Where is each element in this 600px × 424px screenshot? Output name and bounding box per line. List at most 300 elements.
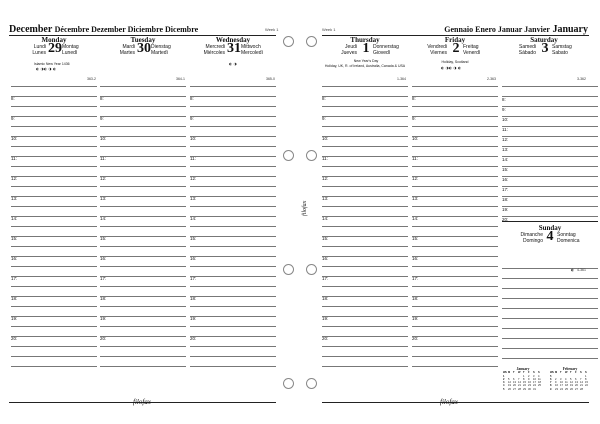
ruled-line bbox=[412, 356, 498, 357]
ruled-line bbox=[322, 346, 408, 347]
day-translations-right: Samstag Sabato bbox=[552, 44, 572, 56]
hour-label: 16: bbox=[100, 256, 107, 261]
hour-label: 13: bbox=[502, 147, 509, 152]
hour-label: 15: bbox=[190, 236, 197, 241]
calendar-day: 22 bbox=[585, 384, 588, 388]
ruled-line bbox=[502, 288, 598, 289]
day-number: 2 bbox=[452, 41, 460, 56]
day-name: Monday bbox=[41, 36, 67, 44]
calendar-day: 23 bbox=[555, 387, 558, 391]
calendar-day: 29 bbox=[523, 387, 526, 391]
left-month-title bbox=[9, 24, 198, 35]
ruled-line bbox=[190, 326, 276, 327]
ruled-line bbox=[412, 276, 498, 277]
ruled-line bbox=[190, 346, 276, 347]
hour-label: 16: bbox=[190, 256, 197, 261]
mini-calendar-title: February bbox=[562, 367, 578, 371]
ruled-line bbox=[322, 266, 408, 267]
ruled-line bbox=[502, 136, 598, 137]
ruled-line bbox=[322, 106, 408, 107]
day-name: Thursday bbox=[350, 36, 380, 44]
calendar-day: 16 bbox=[528, 381, 531, 385]
ruled-line bbox=[412, 156, 498, 157]
hour-label: 17: bbox=[322, 276, 329, 281]
day-count: 364-1 bbox=[176, 77, 185, 81]
hour-label: 8: bbox=[190, 96, 194, 101]
ruled-line bbox=[322, 146, 408, 147]
hour-label: 19: bbox=[412, 316, 419, 321]
day-count: 3-362 bbox=[577, 77, 586, 81]
hour-label: 10: bbox=[100, 136, 107, 141]
ruled-line bbox=[502, 166, 598, 167]
ruled-line bbox=[11, 216, 97, 217]
ruled-line bbox=[322, 296, 408, 297]
ruled-line bbox=[190, 296, 276, 297]
calendar-weekday-header: M bbox=[508, 371, 511, 375]
ruled-line bbox=[190, 216, 276, 217]
ruled-line bbox=[412, 226, 498, 227]
ruled-line bbox=[190, 366, 276, 367]
ruled-line bbox=[11, 266, 97, 267]
ruled-line bbox=[322, 246, 408, 247]
calendar-day: 21 bbox=[580, 384, 583, 388]
day-count: 363-2 bbox=[87, 77, 96, 81]
calendar-week-number: 4 bbox=[503, 384, 505, 388]
hour-label: 13: bbox=[100, 196, 107, 201]
ruled-line bbox=[100, 366, 186, 367]
ruled-line bbox=[322, 196, 408, 197]
day-translations-left: Dimanche Domingo bbox=[520, 232, 543, 244]
ruled-line bbox=[100, 166, 186, 167]
ruled-line bbox=[11, 346, 97, 347]
ruled-line bbox=[11, 96, 97, 97]
ruled-line bbox=[502, 106, 598, 107]
hour-label: 15: bbox=[11, 236, 18, 241]
day-count: 1-364 bbox=[397, 77, 406, 81]
calendar-day: 14 bbox=[580, 381, 583, 385]
right-month-title bbox=[444, 24, 588, 35]
hour-label: 9: bbox=[100, 116, 104, 121]
hour-label: 16: bbox=[322, 256, 329, 261]
ruled-line bbox=[412, 186, 498, 187]
hour-label: 19: bbox=[190, 316, 197, 321]
ruled-line bbox=[412, 236, 498, 237]
moon-phase-icon: ◐ bbox=[571, 268, 575, 272]
day-header-tuesday bbox=[100, 36, 186, 60]
calendar-day: 13 bbox=[513, 381, 516, 385]
ruled-line bbox=[100, 246, 186, 247]
calendar-day: 23 bbox=[528, 384, 531, 388]
hour-label: 8: bbox=[322, 96, 326, 101]
ring-hole bbox=[283, 150, 294, 161]
ruled-line bbox=[100, 196, 186, 197]
ruled-line bbox=[100, 336, 186, 337]
hour-label: 16: bbox=[502, 177, 509, 182]
calendar-day: 8 bbox=[585, 377, 587, 381]
right-month-name: January bbox=[552, 24, 588, 35]
hour-label: 12: bbox=[190, 176, 197, 181]
hour-label: 12: bbox=[502, 137, 509, 142]
ruled-line bbox=[502, 206, 598, 207]
ruled-line bbox=[322, 86, 408, 87]
ruled-line bbox=[100, 206, 186, 207]
calendar-day: 20 bbox=[513, 384, 516, 388]
ruled-line bbox=[502, 308, 598, 309]
day-header-monday bbox=[11, 36, 97, 60]
ruled-line bbox=[190, 336, 276, 337]
hour-label: 17: bbox=[11, 276, 18, 281]
hour-label: 9: bbox=[11, 116, 15, 121]
hour-label: 10: bbox=[412, 136, 419, 141]
ruled-line bbox=[190, 116, 276, 117]
ruled-line bbox=[100, 156, 186, 157]
hour-label: 10: bbox=[322, 136, 329, 141]
ruled-line bbox=[100, 286, 186, 287]
calendar-weekday-header: S bbox=[580, 371, 582, 375]
ruled-line bbox=[11, 186, 97, 187]
calendar-day: 15 bbox=[523, 381, 526, 385]
ruled-line bbox=[100, 306, 186, 307]
ruled-line bbox=[100, 126, 186, 127]
ruled-line bbox=[322, 366, 408, 367]
sunday-rule bbox=[502, 221, 598, 222]
calendar-day: 28 bbox=[518, 387, 521, 391]
calendar-day: 20 bbox=[575, 384, 578, 388]
day-name: Friday bbox=[444, 36, 466, 44]
calendar-day: 11 bbox=[538, 377, 541, 381]
hour-label: 19: bbox=[322, 316, 329, 321]
ruled-line bbox=[322, 206, 408, 207]
ruled-line bbox=[11, 326, 97, 327]
calendar-day: 16 bbox=[555, 384, 558, 388]
day-translations-right: Montag Lunedì bbox=[62, 44, 79, 56]
day-translations-left: Vendredi Viernes bbox=[427, 44, 447, 56]
day-header-sunday bbox=[502, 224, 598, 248]
hour-label: 14: bbox=[412, 216, 419, 221]
calendar-day: 3 bbox=[560, 377, 562, 381]
calendar-week-number: 1 bbox=[503, 374, 505, 378]
day-header-thursday bbox=[322, 36, 408, 60]
moon-phase-icons: ◐ ◑ bbox=[229, 62, 237, 66]
ruled-line bbox=[100, 326, 186, 327]
ruled-line bbox=[322, 136, 408, 137]
hour-label: 11: bbox=[11, 156, 17, 161]
day-name: Saturday bbox=[530, 36, 558, 44]
ruled-line bbox=[412, 296, 498, 297]
ruled-line bbox=[100, 116, 186, 117]
ring-hole bbox=[306, 378, 317, 389]
ruled-line bbox=[322, 166, 408, 167]
ruled-line bbox=[100, 276, 186, 277]
calendar-weekday-header: T bbox=[560, 371, 562, 375]
ruled-line bbox=[100, 136, 186, 137]
ruled-line bbox=[190, 176, 276, 177]
day-translations-right: Donnerstag Giovedì bbox=[373, 44, 399, 56]
hour-label: 11: bbox=[412, 156, 418, 161]
ruled-line bbox=[11, 276, 97, 277]
ruled-line bbox=[190, 186, 276, 187]
ruled-line bbox=[412, 96, 498, 97]
ruled-line bbox=[502, 358, 598, 359]
ruled-line bbox=[100, 146, 186, 147]
ring-hole bbox=[283, 36, 294, 47]
calendar-day: 19 bbox=[570, 384, 573, 388]
calendar-weekday-header: W bbox=[565, 371, 568, 375]
ruled-line bbox=[412, 366, 498, 367]
ruled-line bbox=[412, 136, 498, 137]
ruled-line bbox=[100, 316, 186, 317]
hour-label: 9: bbox=[190, 116, 194, 121]
ruled-line bbox=[412, 336, 498, 337]
ruled-line bbox=[11, 336, 97, 337]
hour-label: 20: bbox=[11, 336, 18, 341]
left-month-name: December bbox=[9, 24, 53, 35]
calendar-week-number: 5 bbox=[550, 374, 552, 378]
ruled-line bbox=[322, 256, 408, 257]
hour-label: 11: bbox=[322, 156, 328, 161]
ruled-line bbox=[100, 256, 186, 257]
hour-label: 19: bbox=[100, 316, 107, 321]
hour-label: 14: bbox=[502, 157, 509, 162]
ruled-line bbox=[11, 136, 97, 137]
day-number: 1 bbox=[362, 41, 370, 56]
hour-label: 20: bbox=[322, 336, 329, 341]
hour-label: 20: bbox=[502, 217, 509, 222]
day-count: 4-361 bbox=[577, 268, 586, 272]
ruled-line bbox=[322, 306, 408, 307]
filofax-logo-left: filofax bbox=[133, 398, 151, 406]
hour-label: 14: bbox=[190, 216, 197, 221]
calendar-day: 21 bbox=[518, 384, 521, 388]
calendar-weekday-header: T bbox=[570, 371, 572, 375]
day-translations-right: Mittwoch Mercoledì bbox=[241, 44, 263, 56]
ruled-line bbox=[100, 216, 186, 217]
calendar-day: 27 bbox=[575, 387, 578, 391]
note-holiday-scotland: Holiday, Scotland bbox=[441, 60, 469, 64]
ruled-line bbox=[11, 296, 97, 297]
hour-label: 8: bbox=[412, 96, 416, 101]
ruled-line bbox=[11, 206, 97, 207]
ruled-line bbox=[502, 216, 598, 217]
calendar-weekday-header: F bbox=[575, 371, 577, 375]
day-translations-right: Dienstag Martedì bbox=[151, 44, 171, 56]
hour-label: 8: bbox=[502, 97, 506, 102]
ruled-line bbox=[322, 186, 408, 187]
day-name: Tuesday bbox=[130, 36, 156, 44]
ruled-line bbox=[100, 346, 186, 347]
ruled-line bbox=[322, 316, 408, 317]
ruled-line bbox=[190, 206, 276, 207]
hour-label: 17: bbox=[100, 276, 107, 281]
calendar-day: 4 bbox=[565, 377, 567, 381]
calendar-weekday-header: F bbox=[528, 371, 530, 375]
ruled-line bbox=[322, 236, 408, 237]
mini-calendar-title: January bbox=[516, 367, 530, 371]
hour-label: 18: bbox=[412, 296, 419, 301]
calendar-day: 26 bbox=[508, 387, 511, 391]
hour-label: 14: bbox=[100, 216, 107, 221]
hour-label: 10: bbox=[190, 136, 197, 141]
hour-label: 8: bbox=[100, 96, 104, 101]
calendar-day: 27 bbox=[513, 387, 516, 391]
day-translations-left: Lundi Lunes bbox=[32, 44, 46, 56]
right-week-number: Week 1 bbox=[322, 27, 336, 32]
hour-label: 12: bbox=[322, 176, 329, 181]
ruled-line bbox=[11, 226, 97, 227]
calendar-day: 18 bbox=[538, 381, 541, 385]
hour-label: 13: bbox=[322, 196, 329, 201]
ruled-line bbox=[322, 96, 408, 97]
calendar-weekday-header: M bbox=[555, 371, 558, 375]
ruled-line bbox=[502, 328, 598, 329]
ruled-line bbox=[100, 106, 186, 107]
hour-label: 12: bbox=[100, 176, 107, 181]
calendar-weekday-header: T bbox=[513, 371, 515, 375]
day-header-wednesday bbox=[190, 36, 276, 60]
note-islamic-new-year: Islamic New Year 1436 bbox=[34, 62, 70, 66]
ruled-line bbox=[11, 116, 97, 117]
ruled-line bbox=[412, 266, 498, 267]
hour-label: 16: bbox=[412, 256, 419, 261]
ruled-line bbox=[190, 276, 276, 277]
calendar-day: 7 bbox=[518, 377, 520, 381]
hour-label: 18: bbox=[100, 296, 107, 301]
hour-label: 9: bbox=[322, 116, 326, 121]
calendar-weekday-header: W bbox=[518, 371, 521, 375]
ring-hole bbox=[306, 264, 317, 275]
ruled-line bbox=[502, 96, 598, 97]
hour-label: 10: bbox=[502, 117, 509, 122]
calendar-day: 4 bbox=[538, 374, 540, 378]
ruled-line bbox=[190, 246, 276, 247]
day-number: 30 bbox=[137, 41, 151, 56]
ruled-line bbox=[100, 266, 186, 267]
hour-label: 18: bbox=[190, 296, 197, 301]
hour-label: 19: bbox=[11, 316, 18, 321]
ruled-line bbox=[502, 348, 598, 349]
ruled-line bbox=[190, 196, 276, 197]
calendar-day: 25 bbox=[538, 384, 541, 388]
calendar-day: 2 bbox=[528, 374, 530, 378]
hour-label: 18: bbox=[322, 296, 329, 301]
hour-label: 19: bbox=[502, 207, 509, 212]
ruled-line bbox=[322, 156, 408, 157]
note-holiday-uk: Holiday, UK, R. of Ireland, Australia, Canada & USA bbox=[324, 64, 406, 68]
ruled-line bbox=[322, 226, 408, 227]
calendar-week-number: 9 bbox=[550, 387, 552, 391]
calendar-day: 1 bbox=[585, 374, 587, 378]
ruled-line bbox=[190, 286, 276, 287]
ruled-line bbox=[412, 196, 498, 197]
hour-label: 17: bbox=[190, 276, 197, 281]
hour-label: 15: bbox=[322, 236, 329, 241]
calendar-weekday-header: Wk bbox=[550, 371, 554, 375]
day-translations-left: Jeudi Jueves bbox=[341, 44, 357, 56]
hour-label: 20: bbox=[412, 336, 419, 341]
ruled-line bbox=[11, 286, 97, 287]
calendar-day: 9 bbox=[555, 381, 557, 385]
calendar-day: 13 bbox=[575, 381, 578, 385]
ruled-line bbox=[100, 186, 186, 187]
day-translations-left: Mardi Martes bbox=[119, 44, 135, 56]
ruled-line bbox=[11, 176, 97, 177]
calendar-weekday-header: Wk bbox=[503, 371, 507, 375]
calendar-day: 10 bbox=[560, 381, 563, 385]
calendar-day bbox=[585, 388, 590, 391]
calendar-day: 3 bbox=[533, 374, 535, 378]
ruled-line bbox=[502, 278, 598, 279]
ruled-line bbox=[11, 356, 97, 357]
calendar-week-number: 7 bbox=[550, 381, 552, 385]
hour-label: 20: bbox=[190, 336, 197, 341]
ruled-line bbox=[100, 356, 186, 357]
calendar-day: 14 bbox=[518, 381, 521, 385]
calendar-day: 7 bbox=[580, 377, 582, 381]
ruled-line bbox=[190, 316, 276, 317]
ruled-line bbox=[502, 318, 598, 319]
hour-label: 12: bbox=[11, 176, 18, 181]
hour-label: 8: bbox=[11, 96, 15, 101]
calendar-day: 9 bbox=[528, 377, 530, 381]
calendar-day: 11 bbox=[565, 381, 568, 385]
note-new-years-day: New Year's Day bbox=[353, 59, 379, 63]
hour-label: 9: bbox=[502, 107, 506, 112]
ruled-line bbox=[11, 106, 97, 107]
ruled-line bbox=[11, 236, 97, 237]
calendar-weekday-header: S bbox=[538, 371, 540, 375]
hour-label: 14: bbox=[11, 216, 18, 221]
calendar-day: 18 bbox=[565, 384, 568, 388]
ruled-line bbox=[412, 176, 498, 177]
filofax-logo-vertical: filofax bbox=[302, 200, 308, 216]
ruled-line bbox=[412, 106, 498, 107]
ruled-line bbox=[11, 256, 97, 257]
hour-label: 16: bbox=[11, 256, 18, 261]
hour-label: 17: bbox=[412, 276, 419, 281]
calendar-day: 25 bbox=[565, 387, 568, 391]
calendar-day: 15 bbox=[585, 381, 588, 385]
ruled-line bbox=[100, 96, 186, 97]
ruled-line bbox=[11, 316, 97, 317]
ruled-line bbox=[502, 116, 598, 117]
calendar-day: 12 bbox=[570, 381, 573, 385]
ruled-line bbox=[190, 86, 276, 87]
ruled-line bbox=[412, 306, 498, 307]
ruled-line bbox=[412, 86, 498, 87]
ruled-line bbox=[502, 298, 598, 299]
calendar-day: 28 bbox=[580, 387, 583, 391]
calendar-day: 24 bbox=[560, 387, 563, 391]
calendar-week-number: 2 bbox=[503, 377, 505, 381]
hour-label: 15: bbox=[100, 236, 107, 241]
ruled-line bbox=[190, 356, 276, 357]
calendar-day: 17 bbox=[533, 381, 536, 385]
ruled-line bbox=[190, 156, 276, 157]
ruled-line bbox=[502, 196, 598, 197]
calendar-day: 31 bbox=[533, 387, 536, 391]
ruled-line bbox=[190, 146, 276, 147]
ruled-line bbox=[502, 86, 598, 87]
hour-label: 18: bbox=[11, 296, 18, 301]
ruled-line bbox=[11, 196, 97, 197]
ruled-line bbox=[412, 326, 498, 327]
ruled-line bbox=[190, 136, 276, 137]
ring-hole bbox=[283, 264, 294, 275]
ruled-line bbox=[412, 146, 498, 147]
ruled-line bbox=[322, 216, 408, 217]
filofax-logo-right: filofax bbox=[440, 398, 458, 406]
day-header-friday bbox=[412, 36, 498, 60]
